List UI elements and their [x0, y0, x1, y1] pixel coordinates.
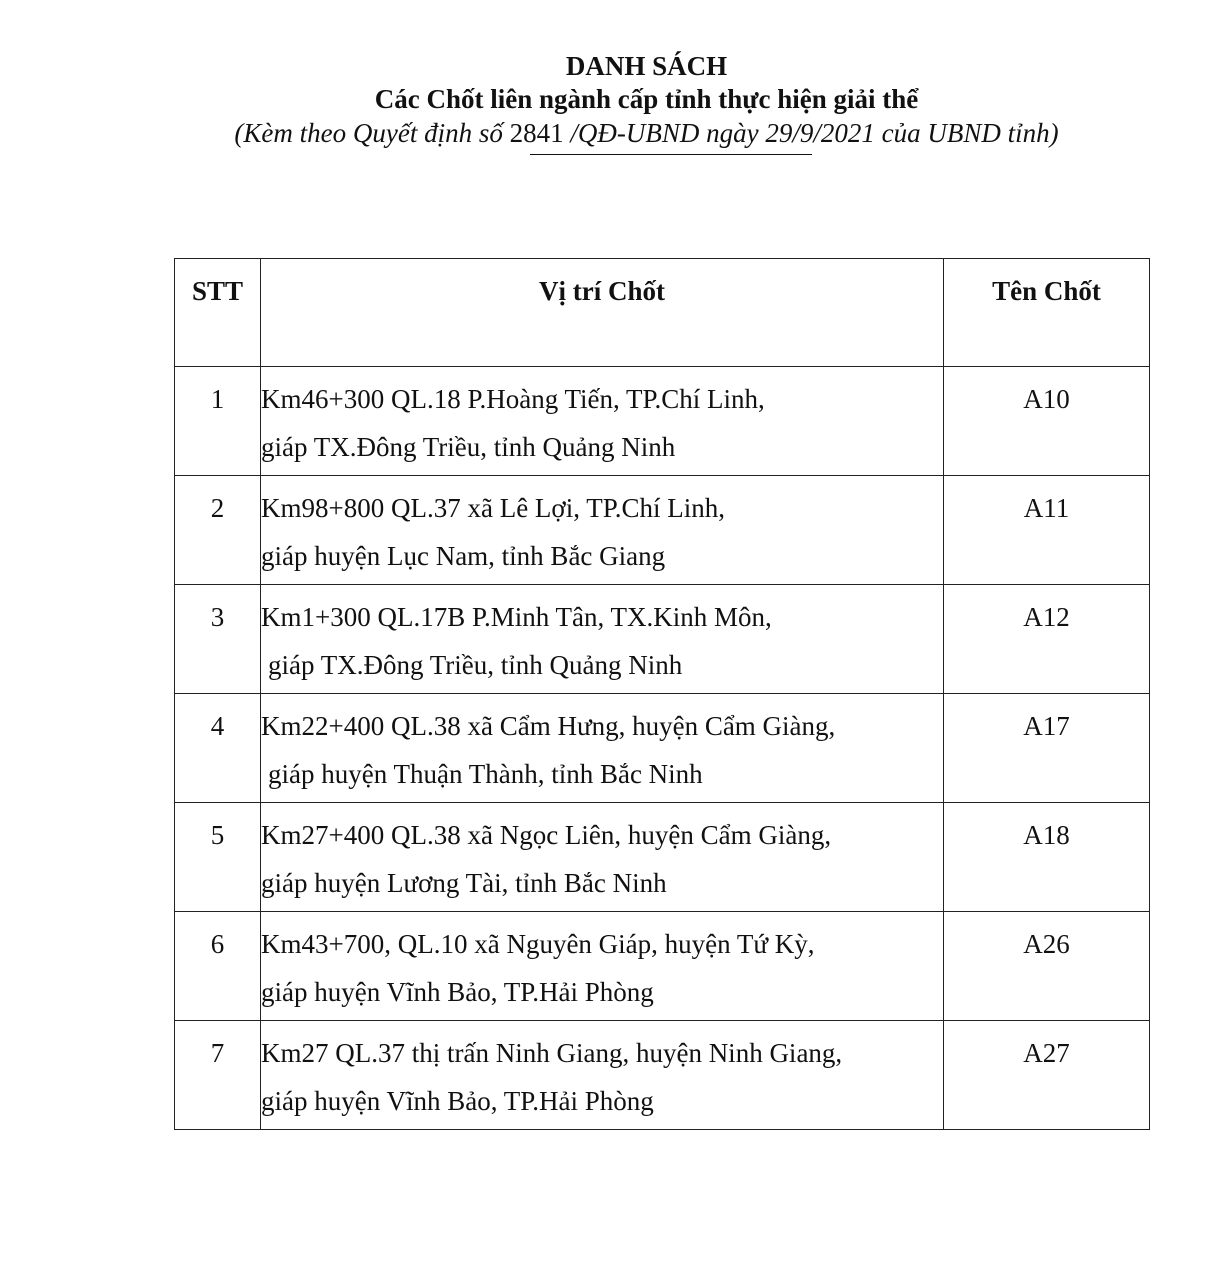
row-stt-value: 1 — [210, 384, 225, 414]
row-position-line2: giáp huyện Lục Nam, tỉnh Bắc Giang — [261, 541, 666, 571]
row-stt-value: 5 — [210, 820, 225, 850]
row-position-line1: Km22+400 QL.38 xã Cẩm Hưng, huyện Cẩm Giàng, — [261, 711, 836, 741]
document-title: DANH SÁCH — [565, 51, 728, 81]
row-position-line1: Km27+400 QL.38 xã Ngọc Liên, huyện Cẩm Giàng, — [261, 820, 832, 850]
document-subtitle: Các Chốt liên ngành cấp tỉnh thực hiện giải thể — [374, 84, 919, 114]
table-row — [175, 1021, 1150, 1130]
row-stt-value: 2 — [210, 493, 225, 523]
row-stt — [175, 1021, 261, 1130]
row-name-value: A12 — [1023, 602, 1070, 632]
header-stt: STT — [175, 259, 261, 367]
row-position-line1: Km46+300 QL.18 P.Hoàng Tiến, TP.Chí Linh, — [261, 384, 765, 414]
row-name — [944, 585, 1150, 694]
attachment-note — [74, 116, 1219, 150]
row-name-value: A17 — [1023, 711, 1070, 741]
table-row — [175, 912, 1150, 1021]
header-underline — [530, 154, 812, 155]
row-position-line2: giáp TX.Đông Triều, tỉnh Quảng Ninh — [261, 432, 676, 462]
header-name: Tên Chốt — [944, 259, 1150, 367]
row-name-value: A27 — [1023, 1038, 1070, 1068]
row-stt — [175, 694, 261, 803]
row-position — [261, 476, 944, 585]
decision-number: 2841 — [509, 118, 564, 148]
row-stt-value: 3 — [210, 602, 225, 632]
row-position — [261, 803, 944, 912]
row-name — [944, 912, 1150, 1021]
header-position: Vị trí Chốt — [261, 259, 944, 367]
row-name-value: A26 — [1023, 929, 1070, 959]
document-header — [0, 50, 1219, 150]
row-stt-value: 7 — [210, 1038, 225, 1068]
attachment-prefix: (Kèm theo Quyết định số — [234, 118, 503, 148]
row-stt — [175, 912, 261, 1021]
row-stt — [175, 803, 261, 912]
row-name — [944, 694, 1150, 803]
row-position-line2: giáp huyện Thuận Thành, tỉnh Bắc Ninh — [268, 759, 703, 789]
table-row — [175, 585, 1150, 694]
row-name — [944, 476, 1150, 585]
table-row — [175, 367, 1150, 476]
table-header-row — [175, 259, 1150, 367]
row-name-value: A10 — [1023, 384, 1070, 414]
row-stt — [175, 476, 261, 585]
row-position-line2: giáp TX.Đông Triều, tỉnh Quảng Ninh — [268, 650, 683, 680]
row-position-line1: Km43+700, QL.10 xã Nguyên Giáp, huyện Tứ Kỳ, — [261, 929, 815, 959]
row-name-value: A18 — [1023, 820, 1070, 850]
checkpoint-table — [174, 258, 1150, 1130]
row-stt-value: 6 — [210, 929, 225, 959]
attachment-suffix: /QĐ-UBND ngày 29/9/2021 của UBND tỉnh) — [570, 118, 1059, 148]
row-position-line1: Km1+300 QL.17B P.Minh Tân, TX.Kinh Môn, — [261, 602, 772, 632]
row-position-line2: giáp huyện Vĩnh Bảo, TP.Hải Phòng — [261, 977, 654, 1007]
row-stt — [175, 367, 261, 476]
table-row — [175, 476, 1150, 585]
row-name-value: A11 — [1023, 493, 1070, 523]
row-name — [944, 1021, 1150, 1130]
row-position — [261, 1021, 944, 1130]
row-position-line1: Km98+800 QL.37 xã Lê Lợi, TP.Chí Linh, — [261, 493, 725, 523]
row-name — [944, 803, 1150, 912]
row-position-line2: giáp huyện Vĩnh Bảo, TP.Hải Phòng — [261, 1086, 654, 1116]
row-name — [944, 367, 1150, 476]
row-position — [261, 694, 944, 803]
row-position — [261, 367, 944, 476]
table-row — [175, 803, 1150, 912]
row-position — [261, 585, 944, 694]
row-stt-value: 4 — [210, 711, 225, 741]
table-row — [175, 694, 1150, 803]
row-position-line1: Km27 QL.37 thị trấn Ninh Giang, huyện Ninh Giang, — [261, 1038, 843, 1068]
row-stt — [175, 585, 261, 694]
row-position-line2: giáp huyện Lương Tài, tỉnh Bắc Ninh — [261, 868, 667, 898]
row-position — [261, 912, 944, 1021]
